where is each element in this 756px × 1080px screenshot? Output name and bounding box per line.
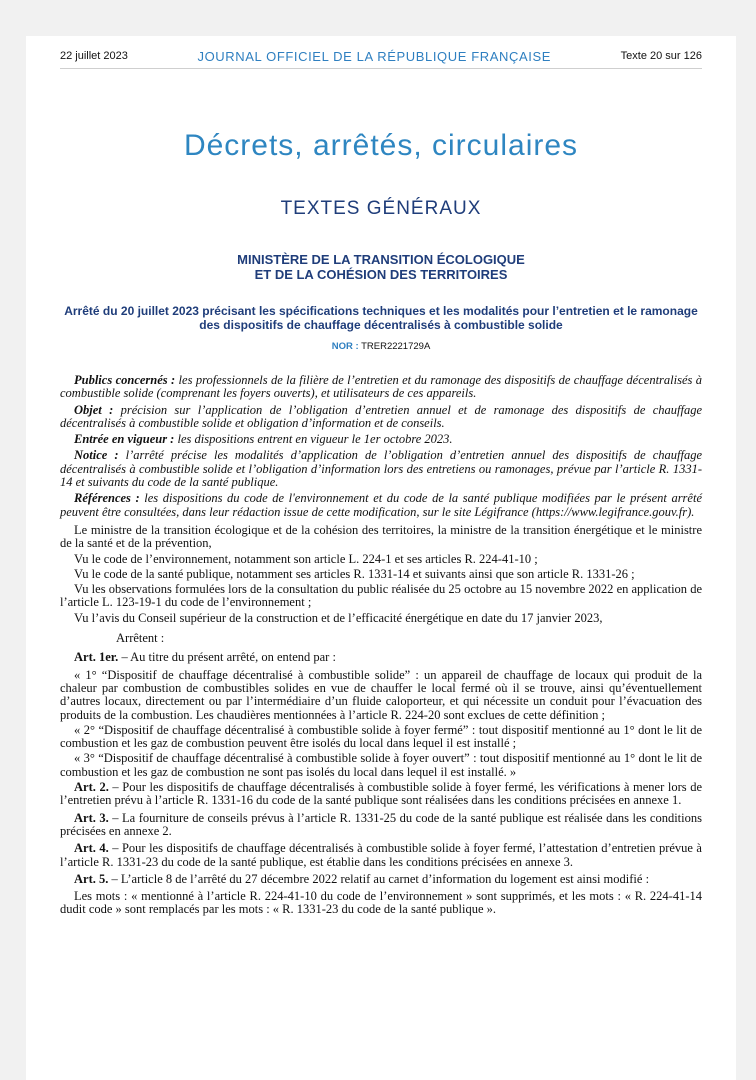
article-1-definitions <box>60 669 702 779</box>
summary-publics: Publics concernés : les professionnels de la filière de l’entretien et du ramonage des dispositifs de chauffage décentralisés à combustible solide (comprenant les foyers ouverts), et utilisateurs de ces appareils. <box>60 373 703 401</box>
nor-label: NOR : <box>331 341 359 352</box>
definition-1: « 1° “Dispositif de chauffage décentralisé à combustible solide” : un appareil de chauffage de locaux qui produit de la chaleur par combustion de combustibles solides en vue de chauffer le local fermé où il se trouve, ainsi qu’éventuellement d’autres locaux, directement ou par l’intermédiaire d’un fluide caloporteur, et qui nécessite un conduit pour l’évacuation des produits de la combustion. Les chaudières mentionnées à l’article R. 224-20 sont exclues de cette définition ; <box>60 667 702 722</box>
document-body <box>60 374 702 921</box>
summary-objet: Objet : précision sur l’application de l’obligation d’entretien annuel et de ramonage des dispositifs de chauffage décentralisés à combustible solide et obligation d’information et de conseils. <box>60 402 702 430</box>
rubric-title: Décrets, arrêtés, circulaires <box>183 129 579 162</box>
ministry-line-1: MINISTÈRE DE LA TRANSITION ÉCOLOGIQUE <box>237 252 525 267</box>
article-3: Art. 3. – La fourniture de conseils prévus à l’article R. 1331-25 du code de la santé publique est réalisée dans les conditions précisées en annexe 2. <box>60 810 702 838</box>
summary-references: Références : les dispositions du code de l'environnement et du code de la santé publique modifiées par le présent arrêté peuvent être consultées, dans leur rédaction issue de cette modification, sur le site Légifrance (https://www.legifrance.gouv.fr). <box>60 491 702 519</box>
article-5-paragraph: Les mots : « mentionné à l’article R. 224-41-10 du code de l’environnement » sont supprimés, et les mots : « R. 224-41-14 dudit code » sont remplacés par les mots : « R. 1331-23 du code de la santé publique ». <box>60 889 702 917</box>
vu-avis: Vu l’avis du Conseil supérieur de la construction et de l’efficacité énergétique en date du 17 janvier 2023, <box>74 610 603 625</box>
article-5: Art. 5. – L’article 8 de l’arrêté du 27 décembre 2022 relatif au carnet d’information du logement est ainsi modifié : <box>74 871 650 886</box>
summary-block <box>60 374 702 519</box>
ministry-name <box>26 252 736 282</box>
arretent: Arrêtent : <box>116 631 165 646</box>
vu-sante-publique: Vu le code de la santé publique, notamment ses articles R. 1331-14 et suivants ainsi que son article R. 1331-26 ; <box>74 566 635 581</box>
article-2: Art. 2. – Pour les dispositifs de chauffage décentralisés à combustible solide à foyer fermé, les vérifications à mener lors de l’entretien prévu à l’article R. 1331-16 du code de la santé publique sont réalisées dans les conditions précisées en annexe 1. <box>60 780 702 808</box>
nor-reference <box>26 341 736 352</box>
vu-consultation: Vu les observations formulées lors de la consultation du public réalisée du 25 octobre au 15 novembre 2022 en application de l’article L. 123-19-1 du code de l’environnement ; <box>60 582 702 610</box>
definition-3: « 3° “Dispositif de chauffage décentralisé à combustible solide à foyer ouvert” : tout dispositif mentionné au 1° dont le lit de combustion et les gaz de combustion ne sont pas isolés du local dans lequel il est installé. » <box>60 751 702 779</box>
nor-value: TRER2221729A <box>361 341 431 352</box>
preamble <box>60 524 702 625</box>
article-1-intro: Art. 1er. – Au titre du présent arrêté, on entend par : <box>74 650 336 665</box>
section-title: TEXTES GÉNÉRAUX <box>280 198 482 219</box>
preamble-ministers: Le ministre de la transition écologique et de la cohésion des territoires, la ministre de la transition énergétique et le ministre de la santé et de la prévention, <box>60 522 702 551</box>
page-header <box>60 44 702 69</box>
arrete-title: Arrêté du 20 juillet 2023 précisant les spécifications techniques et les modalités pour l’entretien et le ramonage des dispositifs de chauffage décentralisés à combustible solide <box>64 304 698 332</box>
journal-title: JOURNAL OFFICIEL DE LA RÉPUBLIQUE FRANÇAISE <box>197 48 552 64</box>
ministry-line-2: ET DE LA COHÉSION DES TERRITOIRES <box>254 267 508 282</box>
definition-2: « 2° “Dispositif de chauffage décentralisé à combustible solide à foyer fermé” : tout dispositif mentionné au 1° dont le lit de combustion et les gaz de combustion peuvent être isolés du local dans lequel il est installé ; <box>60 722 702 751</box>
summary-entree: Entrée en vigueur : les dispositions entrent en vigueur le 1er octobre 2023. <box>74 432 453 447</box>
document-page <box>26 36 736 1080</box>
article-4: Art. 4. – Pour les dispositifs de chauffage décentralisés à combustible solide à foyer fermé, l’attestation d’entretien prévue à l’article R. 1331-23 du code de la santé publique, est établie dans les conditions précisées en annexe 3. <box>60 841 702 869</box>
vu-environnement: Vu le code de l’environnement, notamment son article L. 224-1 et ses articles R. 224-41-10 ; <box>74 551 538 566</box>
articles <box>60 651 702 916</box>
text-number: Texte 20 sur 126 <box>620 50 702 62</box>
summary-notice: Notice : l’arrêté précise les modalités d’application de l’obligation d’entretien annuel des dispositifs de chauffage décentralisés à combustible solide et l’obligation d’information lors des entretiens ou ramonages, prévue par l’article R. 1331-14 et suivants du code de la santé publique. <box>60 448 703 490</box>
header-date: 22 juillet 2023 <box>60 50 128 62</box>
